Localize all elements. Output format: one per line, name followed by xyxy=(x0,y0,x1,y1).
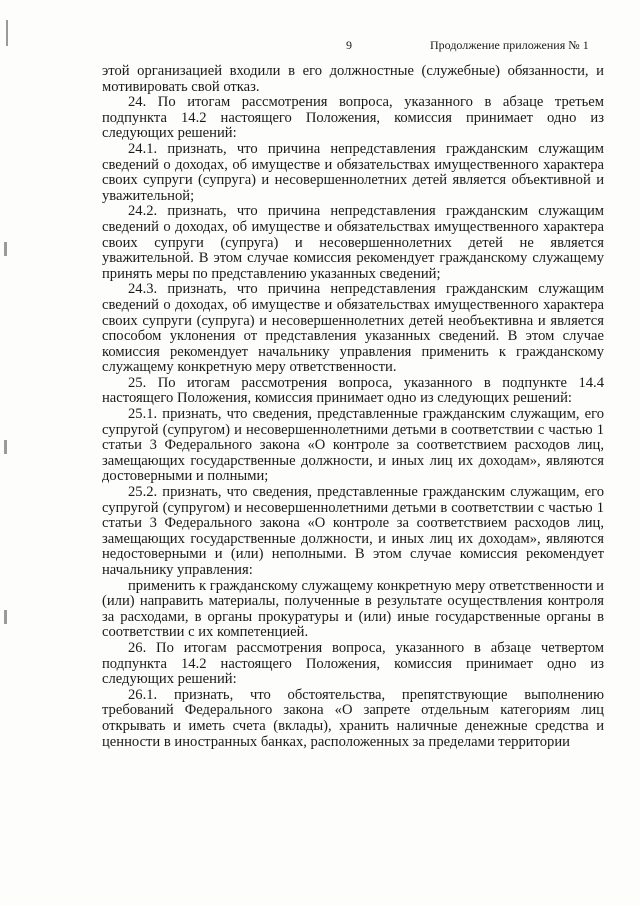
page-number: 9 xyxy=(346,38,352,52)
paragraph-24-2: 24.2. признать, что причина непредставления гражданским служащим сведений о доходах, об имуществе и обязательствах имущественного характера своих супруги (супруга) и несовершеннолетних детей не является уважительной. В этом случае комиссия рекомендует гражданскому служащему принять меры по представлению указанных сведений; xyxy=(102,203,604,282)
paragraph-25-1: 25.1. признать, что сведения, представленные гражданским служащим, его супругой (супругом) и несовершеннолетними детьми в соответствии с частью 1 статьи 3 Федерального закона «О контроле за соответствием расходов лиц, замещающих государственные должности, и иных лиц их доходам», являются достоверными и полными; xyxy=(102,406,604,485)
scan-margin-mark xyxy=(4,242,7,256)
paragraph-26-1: 26.1. признать, что обстоятельства, препятствующие выполнению требований Федерального закона «О запрете отдельным категориям лиц открывать и иметь счета (вклады), хранить наличные денежные средства и ценности в иностранных банках, расположенных за пределами территории xyxy=(102,686,604,750)
scan-margin-mark xyxy=(6,20,8,46)
paragraph-25-2-recommendation: применить к гражданскому служащему конкретную меру ответственности и (или) направить материалы, полученные в результате осуществления контроля за расходами, в органы прокуратуры и (или) иные государственные органы в соответствии с их компетенцией. xyxy=(102,577,604,641)
paragraph-25-2: 25.2. признать, что сведения, представленные гражданским служащим, его супругой (супругом) и несовершеннолетними детьми в соответствии с частью 1 статьи 3 Федерального закона «О контроле за соответствием расходов лиц, замещающих государственные должности, и иных лиц их доходам», являются недостоверными и (или) неполными. В этом случае комиссия рекомендует начальнику управления: xyxy=(102,484,604,578)
paragraph-continued: этой организацией входили в его должностные (служебные) обязанности, и мотивировать свой отказ. xyxy=(102,63,604,95)
document-body xyxy=(102,64,604,750)
paragraph-24-3: 24.3. признать, что причина непредставления гражданским служащим сведений о доходах, об имуществе и обязательствах имущественного характера своих супруги (супруга) и несовершеннолетних детей необъективна и является способом уклонения от представления указанных сведений. В этом случае комиссия рекомендует начальнику управления применить к гражданскому служащему конкретную меру ответственности. xyxy=(102,281,604,376)
scan-margin-mark xyxy=(4,440,7,454)
scan-margin-mark xyxy=(4,610,7,624)
paragraph-26: 26. По итогам рассмотрения вопроса, указанного в абзаце четвертом подпункта 14.2 настоящего Положения, комиссия принимает одно из следующих решений: xyxy=(102,639,604,688)
appendix-continuation-label: Продолжение приложения № 1 xyxy=(430,38,589,52)
paragraph-24-1: 24.1. признать, что причина непредставления гражданским служащим сведений о доходах, об имуществе и обязательствах имущественного характера своих супруги (супруга) и несовершеннолетних детей является объективной и уважительной; xyxy=(102,140,604,204)
paragraph-24: 24. По итогам рассмотрения вопроса, указанного в абзаце третьем подпункта 14.2 настоящего Положения, комиссия принимает одно из следующих решений: xyxy=(102,94,604,142)
paragraph-25: 25. По итогам рассмотрения вопроса, указанного в подпункте 14.4 настоящего Положения, комиссия принимает одно из следующих решений: xyxy=(102,374,604,407)
page-header xyxy=(0,38,640,54)
